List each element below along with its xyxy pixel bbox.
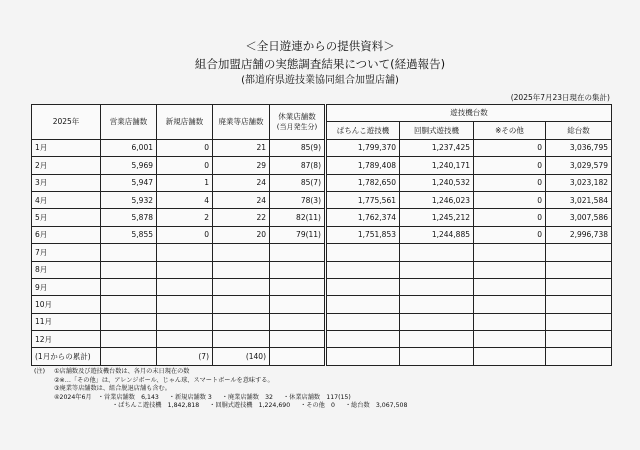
cell-pachinko [326, 331, 400, 348]
cell-pachinko: 1,782,650 [326, 174, 400, 191]
cell-new [157, 313, 213, 330]
header-pachinko: ぱちんこ遊技機 [326, 122, 400, 139]
cell-closed: 20 [213, 226, 270, 243]
note-4b-other: ・その他 0 [300, 402, 335, 410]
cell-pachinko [326, 296, 400, 313]
cell-total: 3,029,579 [546, 157, 612, 174]
cell-slot: 1,246,023 [400, 191, 474, 208]
cell-other: 0 [474, 174, 546, 191]
cell-closed [213, 261, 270, 278]
cell-suspended [270, 296, 326, 313]
cell-other [474, 313, 546, 330]
cell-other [474, 348, 546, 365]
cell-new [157, 331, 213, 348]
title-source: ＜全日遊連からの提供資料＞ [245, 39, 395, 53]
cell-operating: 5,878 [101, 209, 157, 226]
note-1: ①店舗数及び遊技機台数は、各月の末日現在の数 [54, 368, 190, 375]
header-new: 新規店舗数 [157, 105, 213, 140]
cell-operating: 5,932 [101, 191, 157, 208]
cell-closed [213, 331, 270, 348]
survey-table [31, 104, 612, 366]
cell-new: 0 [157, 226, 213, 243]
note-4b-total: ・総台数 3,067,508 [344, 402, 408, 410]
table-row [32, 174, 612, 191]
cell-slot: 1,237,425 [400, 139, 474, 156]
cell-month: 7月 [32, 244, 101, 261]
cell-closed: 24 [213, 174, 270, 191]
cell-operating: 6,001 [101, 139, 157, 156]
cell-operating: 5,947 [101, 174, 157, 191]
note-4b-pachinko: ・ぱちんこ遊技機 1,842,818 [112, 402, 200, 410]
cell-month: 12月 [32, 331, 101, 348]
cell-other: 0 [474, 226, 546, 243]
title-block [0, 37, 640, 89]
cell-operating [101, 348, 157, 365]
cumulative-label: (1月からの累計) [32, 348, 101, 365]
header-suspended [270, 105, 326, 140]
table-row [32, 157, 612, 174]
cell-total: 3,021,584 [546, 191, 612, 208]
cell-total [546, 278, 612, 295]
cell-other [474, 261, 546, 278]
cell-month: 6月 [32, 226, 101, 243]
table-row [32, 331, 612, 348]
cell-pachinko: 1,762,374 [326, 209, 400, 226]
cell-slot [400, 313, 474, 330]
cell-closed [213, 244, 270, 261]
cell-pachinko [326, 313, 400, 330]
cell-suspended [270, 331, 326, 348]
notes-label: (注) [34, 368, 46, 375]
cell-total [546, 261, 612, 278]
header-suspended-label: 休業店舗数 [278, 111, 316, 121]
cell-month: 11月 [32, 313, 101, 330]
cell-suspended [270, 348, 326, 365]
cell-closed: 22 [213, 209, 270, 226]
cell-suspended [270, 244, 326, 261]
note-4b-slot: ・回胴式遊技機 1,224,690 [209, 402, 291, 410]
cell-total: 3,023,182 [546, 174, 612, 191]
header-year: 2025年 [32, 105, 101, 140]
cell-new [157, 244, 213, 261]
cell-operating [101, 313, 157, 330]
note-4b [34, 402, 407, 411]
cell-slot [400, 331, 474, 348]
cell-pachinko [326, 348, 400, 365]
cell-operating: 5,969 [101, 157, 157, 174]
cell-total [546, 348, 612, 365]
note-2: ②※…「その他」は、アレンジボール、じゃん球、スマートボールを意味する。 [54, 376, 274, 384]
cell-new: 0 [157, 139, 213, 156]
cell-other: 0 [474, 191, 546, 208]
cell-pachinko [326, 278, 400, 295]
cell-pachinko: 1,799,370 [326, 139, 400, 156]
cumulative-row [32, 348, 612, 365]
cell-operating [101, 278, 157, 295]
note-4a-operating: ④2024年6月 ・営業店舗数 6,143 [54, 393, 159, 401]
header-suspended-sub: (当月発生分) [276, 122, 318, 131]
table-row [32, 261, 612, 278]
table-body [32, 139, 612, 365]
cell-closed: 21 [213, 139, 270, 156]
table-row [32, 296, 612, 313]
cell-other [474, 278, 546, 295]
cell-closed [213, 278, 270, 295]
header-operating: 営業店舗数 [101, 105, 157, 140]
cell-suspended: 78(3) [270, 191, 326, 208]
cell-month: 10月 [32, 296, 101, 313]
cell-closed: 24 [213, 191, 270, 208]
cell-month: 3月 [32, 174, 101, 191]
cumulative-new: (7) [157, 348, 213, 365]
cumulative-closed: (140) [213, 348, 270, 365]
table-row [32, 226, 612, 243]
table-row [32, 244, 612, 261]
cell-suspended: 85(9) [270, 139, 326, 156]
as-of-date: (2025年7月23日現在の集計) [510, 93, 610, 102]
table-header [32, 105, 612, 140]
cell-operating: 5,855 [101, 226, 157, 243]
cell-pachinko [326, 261, 400, 278]
cell-new: 1 [157, 174, 213, 191]
cell-operating [101, 296, 157, 313]
cell-slot [400, 296, 474, 313]
header-total: 総台数 [546, 122, 612, 139]
subtitle: (都道府県遊技業協同組合加盟店舗) [241, 75, 399, 86]
note-4a-new: ・新規店舗数 3 [168, 393, 212, 401]
table-row [32, 191, 612, 208]
table-row [32, 313, 612, 330]
cell-closed [213, 296, 270, 313]
cell-total [546, 244, 612, 261]
cell-total [546, 313, 612, 330]
cell-pachinko: 1,775,561 [326, 191, 400, 208]
cell-month: 8月 [32, 261, 101, 278]
cell-other [474, 244, 546, 261]
cell-suspended: 82(11) [270, 209, 326, 226]
cell-operating [101, 331, 157, 348]
cell-suspended [270, 313, 326, 330]
cell-total: 3,036,795 [546, 139, 612, 156]
cell-pachinko [326, 244, 400, 261]
cell-new [157, 296, 213, 313]
cell-slot [400, 278, 474, 295]
cell-total: 2,996,738 [546, 226, 612, 243]
cell-total [546, 296, 612, 313]
cell-new: 2 [157, 209, 213, 226]
cell-pachinko: 1,751,853 [326, 226, 400, 243]
page-title: 組合加盟店舗の実態調査結果について(経過報告) [194, 57, 446, 71]
cell-closed: 29 [213, 157, 270, 174]
cell-closed [213, 313, 270, 330]
cell-new: 4 [157, 191, 213, 208]
cell-month: 9月 [32, 278, 101, 295]
cell-slot [400, 244, 474, 261]
cell-total: 3,007,586 [546, 209, 612, 226]
header-machines-group: 遊技機台数 [326, 105, 612, 122]
cell-suspended: 79(11) [270, 226, 326, 243]
cell-slot: 1,240,532 [400, 174, 474, 191]
cell-suspended [270, 261, 326, 278]
cell-month: 1月 [32, 139, 101, 156]
cell-month: 5月 [32, 209, 101, 226]
cell-other: 0 [474, 139, 546, 156]
cell-slot: 1,245,212 [400, 209, 474, 226]
note-3: ③廃業等店舗数は、組合脱退店舗も含む。 [54, 385, 171, 393]
cell-other: 0 [474, 157, 546, 174]
cell-month: 2月 [32, 157, 101, 174]
cell-suspended: 87(8) [270, 157, 326, 174]
cell-operating [101, 261, 157, 278]
cell-slot [400, 261, 474, 278]
cell-operating [101, 244, 157, 261]
table-row [32, 278, 612, 295]
cell-slot [400, 348, 474, 365]
table-row [32, 139, 612, 156]
note-4a-suspended: ・休業店舗数 117(15) [282, 393, 351, 401]
cell-other [474, 331, 546, 348]
cell-total [546, 331, 612, 348]
cell-slot: 1,244,885 [400, 226, 474, 243]
cell-slot: 1,240,171 [400, 157, 474, 174]
cell-new [157, 261, 213, 278]
cell-new [157, 278, 213, 295]
cell-other: 0 [474, 209, 546, 226]
cell-pachinko: 1,789,408 [326, 157, 400, 174]
header-other: ※その他 [474, 122, 546, 139]
header-slot: 回胴式遊技機 [400, 122, 474, 139]
cell-suspended: 85(7) [270, 174, 326, 191]
cell-suspended [270, 278, 326, 295]
table-row [32, 209, 612, 226]
cell-other [474, 296, 546, 313]
note-4a-closed: ・廃業店舗数 32 [221, 393, 273, 401]
cell-month: 4月 [32, 191, 101, 208]
header-closed: 廃業等店舗数 [213, 105, 270, 140]
cell-new: 0 [157, 157, 213, 174]
notes-block [34, 368, 407, 411]
